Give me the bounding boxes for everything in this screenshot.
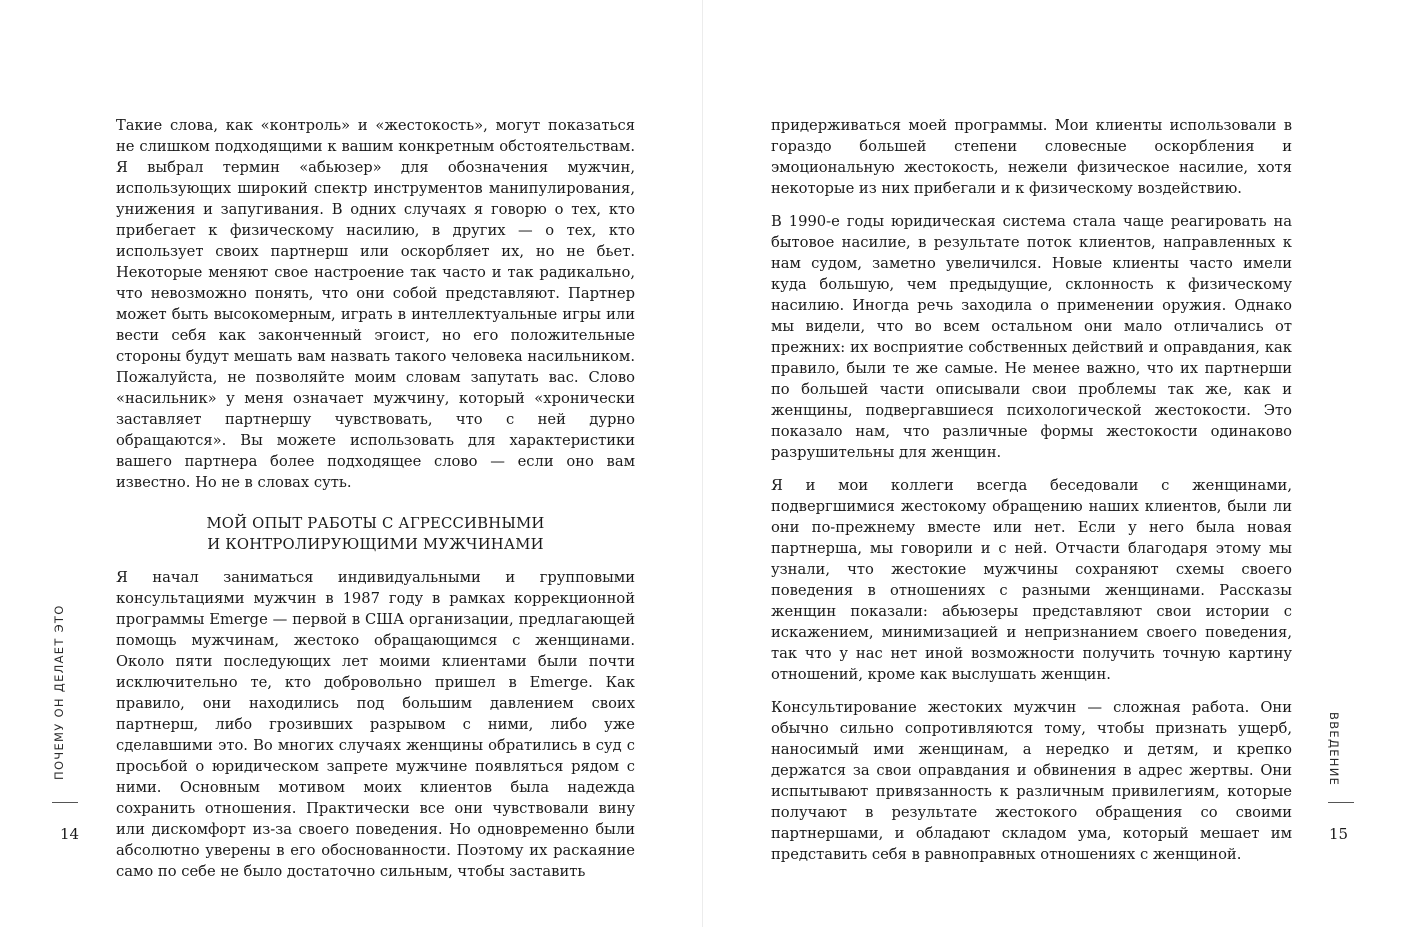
paragraph: В 1990-е годы юридическая система стала чаще реагировать на бытовое насилие, в результате поток клиентов, направленных к нам судом, заметно увеличился. Новые клиенты часто имели куда большую, чем предыдущие, склонность к физическому насилию. Иногда речь заходила о применении оружия. Однако мы видели, что во всем остальном они мало отличались от прежних: их восприятие собственных действий и оправдания, как правило, были те же самые. Не менее важно, что их партнерши по большей части описывали свои проблемы так же, как и женщины, подвергавшиеся психологической жестокости. Это показало нам, что различные формы жестокости одинаково разрушительны для женщин.: [771, 213, 1292, 461]
left-page: [0, 0, 703, 927]
page-number-right: 15: [1329, 825, 1349, 843]
running-title-right: ВВЕДЕНИЕ: [1327, 712, 1341, 787]
paragraph: Я начал заниматься индивидуальными и групповыми консультациями мужчин в 1987 году в рамках коррекционной программы Emerge — первой в США организации, предлагающей помощь мужчинам, жестоко обращающимся с женщинами. Около пяти последующих лет моими клиентами были почти исключительно те, кто добровольно пришел в Emerge. Как правило, они находились под большим давлением своих партнерш, либо грозивших разрывом с ними, либо уже сделавшими это. Во многих случаях женщины обратились в суд с просьбой о юридическом запрете мужчине появляться рядом с ними. Основным мотивом моих клиентов была надежда сохранить отношения. Практически все они чувствовали вину или дискомфорт из-за своего поведения. Но одновременно были абсолютно уверены в его обоснованности. Поэтому их раскаяние само по себе не было достаточно сильным, чтобы заставить: [116, 569, 635, 880]
left-page-body: [116, 115, 635, 882]
paragraph: Такие слова, как «контроль» и «жестокость», могут показаться не слишком подходящими к вашим конкретным обстоятельствам. Я выбрал термин «абьюзер» для обозначения мужчин, использующих широкий спектр инструментов манипулирования, унижения и запугивания. В одних случаях я говорю о тех, кто прибегает к физическому насилию, в других — о тех, кто использует своих партнерш или оскорбляет их, но не бьет. Некоторые меняют свое настроение так часто и так радикально, что невозможно понять, что они собой представляют. Партнер может быть высокомерным, играть в интеллектуальные игры или вести себя как законченный эгоист, но его положительные стороны будут мешать вам назвать такого человека насильником. Пожалуйста, не позволяйте моим словам запутать вас. Слово «насильник» у меня означает мужчину, который «хронически заставляет партнершу чувствовать, что с ней дурно обращаются». Вы можете использовать для характеристики вашего партнера более подходящее слово — если оно вам известно. Но не в словах суть.: [116, 117, 635, 491]
section-heading-line: И КОНТРОЛИРУЮЩИМИ МУЖЧИНАМИ: [207, 536, 544, 553]
running-title-rule-left: [52, 802, 78, 803]
paragraph: придерживаться моей программы. Мои клиенты использовали в гораздо большей степени словесные оскорбления и эмоциональную жестокость, нежели физическое насилие, хотя некоторые из них прибегали и к физическому воздействию.: [771, 117, 1292, 197]
paragraph: Я и мои коллеги всегда беседовали с женщинами, подвергшимися жестокому обращению наших клиентов, были ли они по-прежнему вместе или нет. Если у него была новая партнерша, мы говорили и с ней. Отчасти благодаря этому мы узнали, что жестокие мужчины сохраняют схемы своего поведения в отношениях с разными женщинами. Рассказы женщин показали: абьюзеры представляют свои истории с искажением, минимизацией и непризнанием своего поведения, так что у нас нет иной возможности получить точную картину отношений, кроме как выслушать женщин.: [771, 477, 1292, 683]
page-number-left: 14: [60, 825, 80, 843]
running-title-rule-right: [1328, 802, 1354, 803]
running-title-left: ПОЧЕМУ ОН ДЕЛАЕТ ЭТО: [52, 604, 66, 780]
right-page-body: [771, 115, 1292, 865]
right-page: [703, 0, 1410, 927]
section-heading-line: МОЙ ОПЫТ РАБОТЫ С АГРЕССИВНЫМИ: [206, 515, 545, 532]
paragraph: Консультирование жестоких мужчин — сложная работа. Они обычно сильно сопротивляются тому, чтобы признать ущерб, наносимый ими женщинам, а нередко и детям, и крепко держатся за свои оправдания и обвинения в адрес жертвы. Они испытывают привязанность к различным привилегиям, которые получают в результате жестокого обращения со своими партнершами, и обладают складом ума, который мешает им представить себя в равноправных отношениях с женщиной.: [771, 699, 1292, 863]
section-heading: [116, 513, 635, 555]
